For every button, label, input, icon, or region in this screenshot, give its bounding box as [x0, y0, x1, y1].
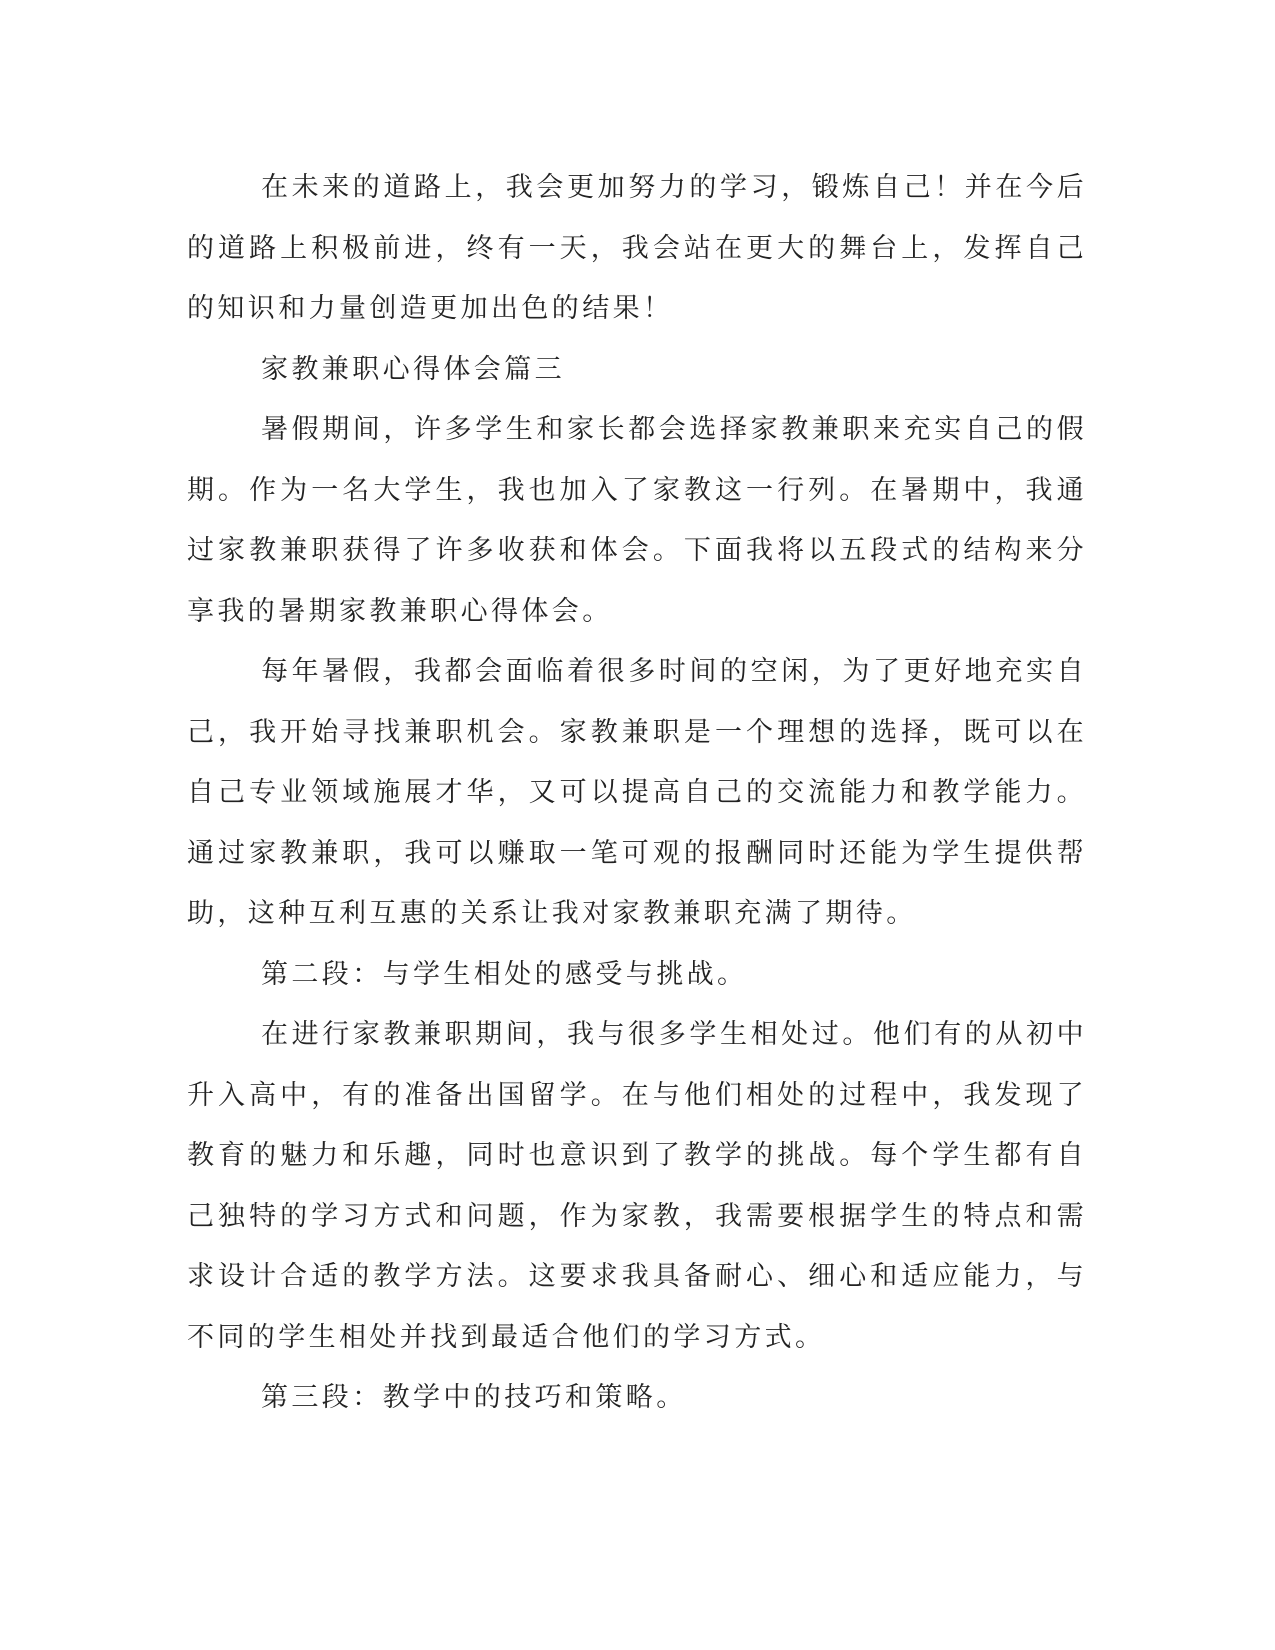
document-body [187, 158, 1087, 1429]
paragraph-students: 在进行家教兼职期间，我与很多学生相处过。他们有的从初中升入高中，有的准备出国留学。在与他们相处的过程中，我发现了教育的魅力和乐趣，同时也意识到了教学的挑战。每个学生都有自己独特的学习方式和问题，作为家教，我需要根据学生的特点和需求设计合适的教学方法。这要求我具备耐心、细心和适应能力，与不同的学生相处并找到最适合他们的学习方式。 [187, 1019, 1087, 1353]
section-title-part-three: 家教兼职心得体会篇三 [261, 353, 565, 385]
paragraph-future-path: 在未来的道路上，我会更加努力的学习，锻炼自己！并在今后的道路上积极前进，终有一天，我会站在更大的舞台上，发挥自己的知识和力量创造更加出色的结果！ [187, 172, 1087, 324]
section-heading-three: 第三段：教学中的技巧和策略。 [261, 1382, 687, 1413]
paragraph-finding-job: 每年暑假，我都会面临着很多时间的空闲，为了更好地充实自己，我开始寻找兼职机会。家教兼职是一个理想的选择，既可以在自己专业领域施展才华，又可以提高自己的交流能力和教学能力。通过家教兼职，我可以赚取一笔可观的报酬同时还能为学生提供帮助，这种互利互惠的关系让我对家教兼职充满了期待。 [187, 656, 1087, 929]
section-heading-two: 第二段：与学生相处的感受与挑战。 [261, 958, 748, 990]
paragraph-summer-intro: 暑假期间，许多学生和家长都会选择家教兼职来充实自己的假期。作为一名大学生，我也加入了家教这一行列。在暑期中，我通过家教兼职获得了许多收获和体会。下面我将以五段式的结构来分享我的暑期家教兼职心得体会。 [187, 414, 1087, 627]
